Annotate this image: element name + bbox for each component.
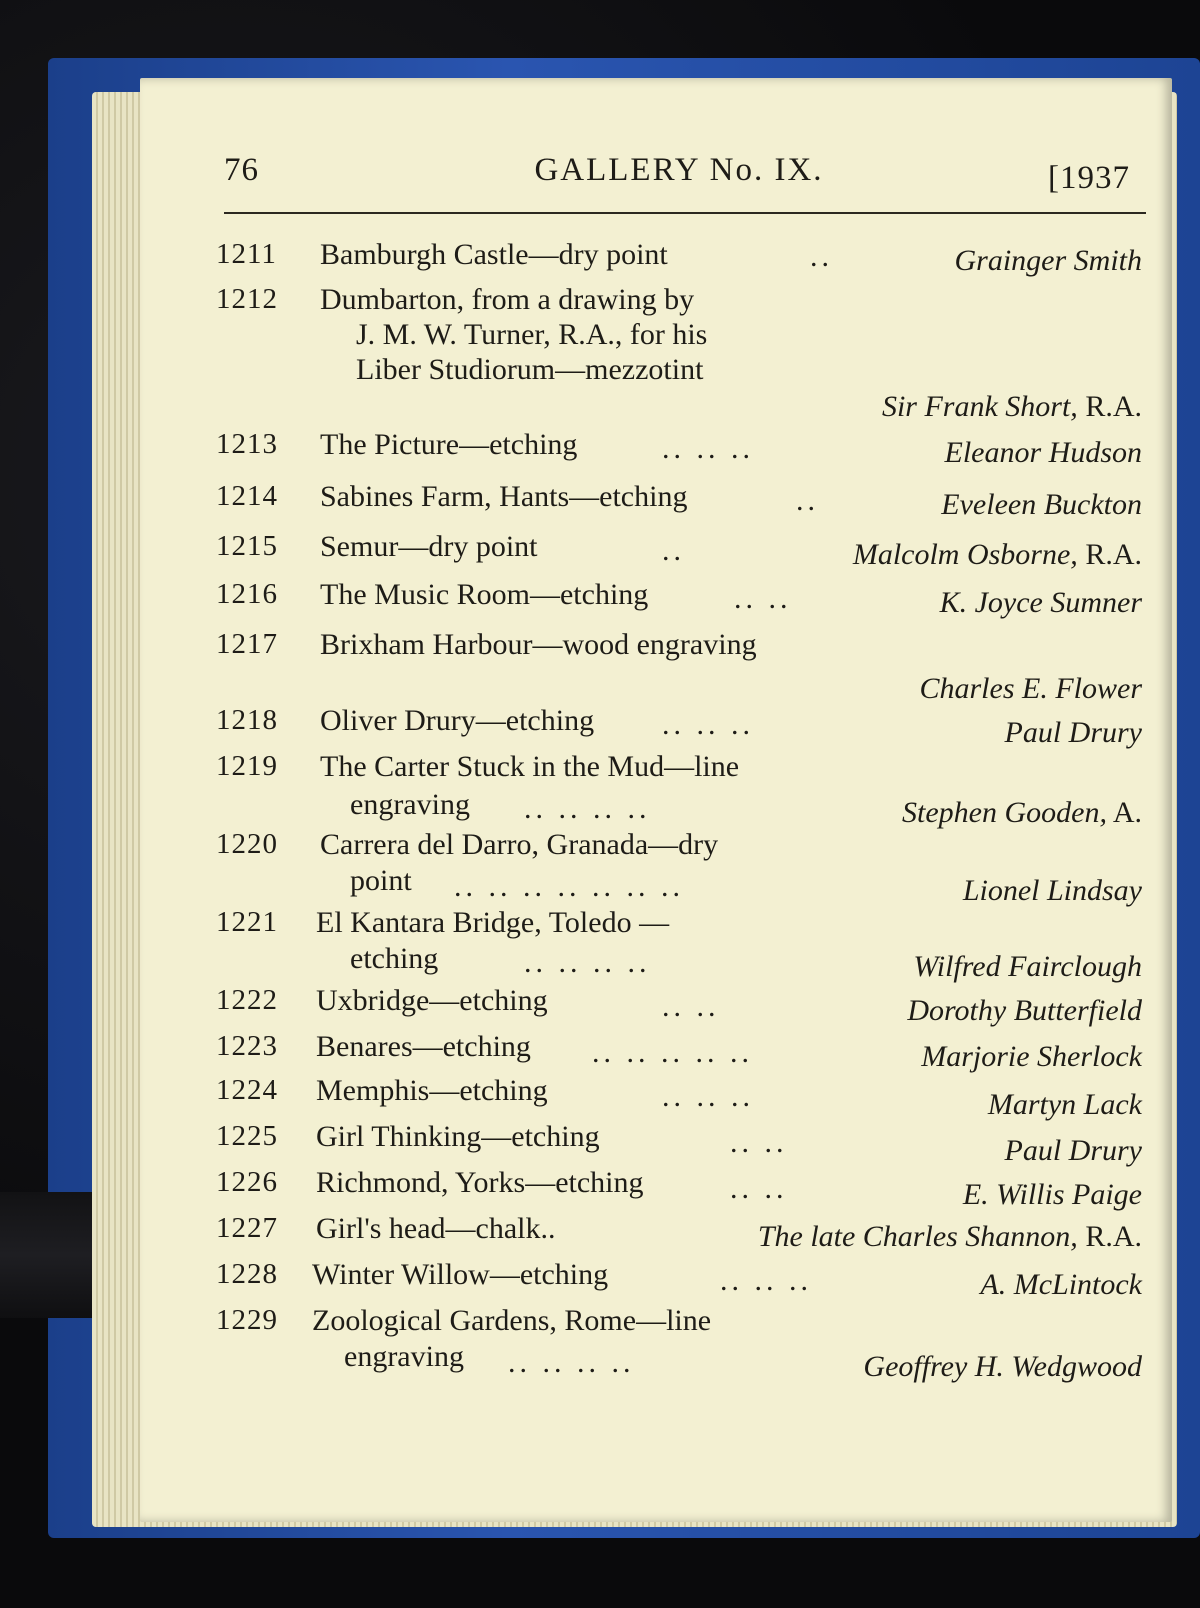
entry-title-line: Girl Thinking—etching (316, 1120, 600, 1153)
page-year: [1937 (1048, 160, 1130, 196)
artist-name: Charles E. Flower (919, 672, 1142, 705)
leader-dots: .. (662, 534, 685, 567)
entry-artist (940, 586, 1142, 620)
entry-title-line: J. M. W. Turner, R.A., for his (356, 318, 708, 351)
entry-artist (907, 994, 1142, 1028)
entry-title-line: engraving (344, 1340, 464, 1373)
entry-title-line: Brixham Harbour—wood engraving (320, 628, 757, 661)
page-title: GALLERY No. IX. (534, 152, 824, 188)
entry-title-line: engraving (350, 788, 470, 821)
leader-dots: .. (796, 484, 819, 517)
artist-honours: R.A. (1077, 390, 1142, 423)
artist-name: Eleanor Hudson (944, 436, 1142, 469)
entry-number: 1223 (216, 1030, 278, 1062)
entry-number: 1221 (216, 906, 278, 938)
entry-title-line: point (350, 864, 412, 897)
page-number: 76 (224, 152, 259, 188)
entry-artist (963, 1178, 1142, 1212)
leader-dots: .. .. (730, 1126, 788, 1159)
entry-number: 1213 (216, 428, 278, 460)
artist-name: Martyn Lack (987, 1088, 1142, 1121)
leader-dots: .. .. .. .. (524, 946, 651, 979)
entry-number: 1218 (216, 704, 278, 736)
entry-artist (1005, 716, 1143, 750)
entry-title-line: Memphis—etching (316, 1074, 548, 1107)
entry-artist (913, 950, 1142, 984)
leader-dots: .. .. .. .. .. (592, 1036, 753, 1069)
artist-name: K. Joyce Sumner (939, 586, 1142, 619)
entry-artist (853, 538, 1142, 572)
artist-honours: R.A. (1077, 1220, 1142, 1253)
entry-number: 1214 (216, 480, 278, 512)
entry-artist (955, 244, 1143, 278)
entry-number: 1229 (216, 1304, 278, 1336)
entry-number: 1227 (216, 1212, 278, 1244)
artist-name: Stephen Gooden, (902, 796, 1107, 829)
entry-title-line: Uxbridge—etching (316, 984, 548, 1017)
leader-dots: .. .. (730, 1172, 788, 1205)
entry-artist (758, 1220, 1142, 1254)
entry-title-line: Girl's head—chalk.. (316, 1212, 556, 1245)
artist-honours: A. (1106, 796, 1142, 829)
entry-artist (920, 672, 1143, 706)
artist-name: Lionel Lindsay (962, 874, 1142, 907)
artist-name: Malcolm Osborne, (852, 538, 1078, 571)
entry-title-line: El Kantara Bridge, Toledo — (316, 906, 670, 939)
entry-title-line: The Carter Stuck in the Mud—line (320, 750, 740, 783)
leader-dots: .. .. .. (662, 708, 754, 741)
leader-dots: .. .. (734, 582, 792, 615)
leader-dots: .. .. .. (662, 1080, 754, 1113)
entry-number: 1216 (216, 578, 278, 610)
entry-artist (980, 1268, 1142, 1302)
entry-title-line: Oliver Drury—etching (320, 704, 595, 737)
entry-number: 1222 (216, 984, 278, 1016)
artist-name: Geoffrey H. Wedgwood (863, 1350, 1142, 1383)
artist-name: Grainger Smith (954, 244, 1142, 277)
entry-title-line: Bamburgh Castle—dry point (320, 238, 668, 271)
entry-artist (941, 488, 1142, 522)
entry-title-line: Semur—dry point (320, 530, 538, 563)
artist-name: Dorothy Butterfield (907, 994, 1142, 1027)
artist-name: Paul Drury (1004, 1134, 1142, 1167)
entry-artist (882, 390, 1142, 424)
entry-title-line: Carrera del Darro, Granada—dry (320, 828, 719, 861)
entry-title-line: Liber Studiorum—mezzotint (356, 353, 704, 386)
leader-dots: .. .. (662, 990, 720, 1023)
entry-artist (945, 436, 1143, 470)
entry-artist (1005, 1134, 1143, 1168)
artist-name: Wilfred Fairclough (913, 950, 1142, 983)
entry-title-line: Benares—etching (316, 1030, 531, 1063)
entry-artist (902, 796, 1142, 830)
catalogue-page (140, 78, 1172, 1522)
entry-number: 1212 (216, 283, 278, 315)
leader-dots: .. .. .. (720, 1264, 812, 1297)
entry-number: 1224 (216, 1074, 278, 1106)
entries-list (140, 78, 1172, 1522)
artist-name: Paul Drury (1004, 716, 1142, 749)
entry-title-line: Dumbarton, from a drawing by (320, 283, 695, 316)
entry-number: 1226 (216, 1166, 278, 1198)
entry-title-line: Richmond, Yorks—etching (316, 1166, 644, 1199)
entry-title-line: The Picture—etching (320, 428, 578, 461)
entry-title-line: etching (350, 942, 439, 975)
leader-dots: .. .. .. (662, 432, 754, 465)
entry-artist (963, 874, 1142, 908)
entry-title-line: The Music Room—etching (320, 578, 649, 611)
entry-number: 1228 (216, 1258, 278, 1290)
entry-number: 1220 (216, 828, 278, 860)
entry-number: 1215 (216, 530, 278, 562)
leader-dots: .. .. .. .. (508, 1346, 635, 1379)
entry-artist (988, 1088, 1142, 1122)
leader-dots: .. .. .. .. (524, 792, 651, 825)
artist-name: Eveleen Buckton (941, 488, 1142, 521)
entry-artist (921, 1040, 1142, 1074)
entry-title-line: Winter Willow—etching (312, 1258, 609, 1291)
artist-name: A. McLintock (980, 1268, 1142, 1301)
entry-number: 1211 (216, 238, 277, 270)
leader-dots: .. (810, 240, 833, 273)
entry-artist (863, 1350, 1142, 1384)
artist-honours: R.A. (1077, 538, 1142, 571)
entry-number: 1217 (216, 628, 278, 660)
artist-name: Marjorie Sherlock (921, 1040, 1142, 1073)
artist-name: E. Willis Paige (962, 1178, 1142, 1211)
artist-name: Sir Frank Short, (881, 390, 1078, 423)
entry-number: 1219 (216, 750, 278, 782)
entry-title-line: Zoological Gardens, Rome—line (312, 1304, 712, 1337)
entry-number: 1225 (216, 1120, 278, 1152)
leader-dots: .. .. .. .. .. .. .. (454, 870, 684, 903)
entry-title-line: Sabines Farm, Hants—etching (320, 480, 688, 513)
artist-name: The late Charles Shannon, (757, 1220, 1078, 1253)
